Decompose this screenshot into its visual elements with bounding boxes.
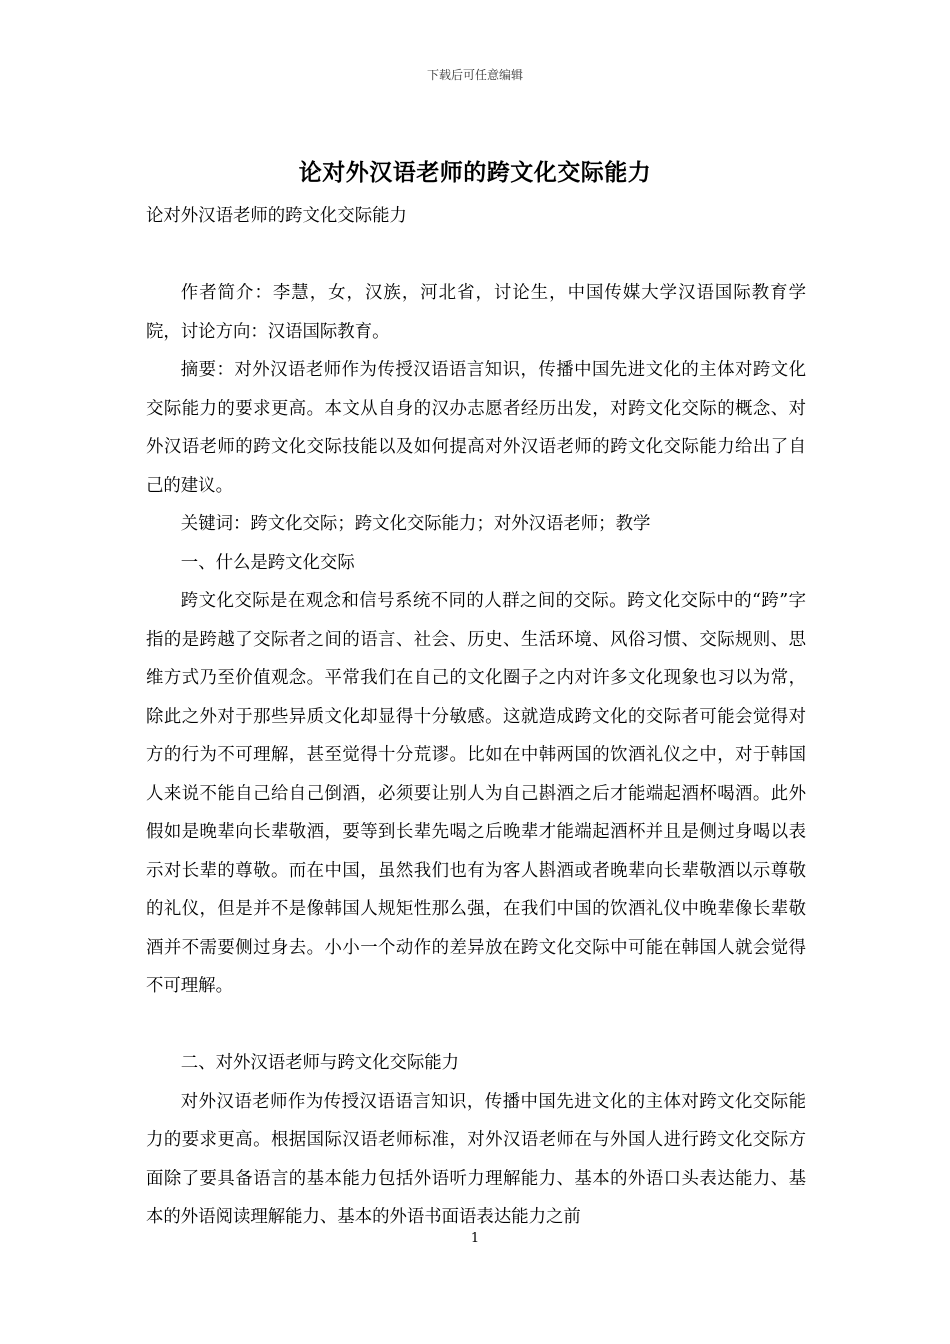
paragraph-spacer xyxy=(146,1006,806,1045)
page-header: 下载后可任意编辑 xyxy=(426,68,523,82)
abstract: 摘要：对外汉语老师作为传授汉语语言知识，传播中国先进文化的主体对跨文化交际能力的要求更高。本文从自身的汉办志愿者经历出发，对跨文化交际的概念、对外汉语老师的跨文化交际技能以及如何提高对外汉语老师的跨文化交际能力给出了自己的建议。 xyxy=(146,360,806,496)
section-2-paragraph: 对外汉语老师作为传授汉语语言知识，传播中国先进文化的主体对跨文化交际能力的要求更高。根据国际汉语老师标准，对外汉语老师在与外国人进行跨文化交际方面除了要具备语言的基本能力包括外语听力理解能力、基本的外语口头表达能力、基本的外语阅读理解能力、基本的外语书面语表达能力之前 xyxy=(146,1091,806,1227)
keywords: 关键词：跨文化交际；跨文化交际能力；对外汉语老师；教学 xyxy=(180,514,651,534)
document-title: 论对外汉语老师的跨文化交际能力 xyxy=(298,159,652,186)
page-number: 1 xyxy=(470,1231,480,1246)
section-1-heading: 一、什么是跨文化交际 xyxy=(180,552,355,573)
section-1-paragraph: 跨文化交际是在观念和信号系统不同的人群之间的交际。跨文化交际中的“跨”字指的是跨越了交际者之间的语言、社会、历史、生活环境、风俗习惯、交际规则、思维方式乃至价值观念。平常我们在自己的文化圈子之内对许多文化现象也习以为常，除此之外对于那些异质文化却显得十分敏感。这就造成跨文化的交际者可能会觉得对方的行为不可理解，甚至觉得十分荒谬。比如在中韩两国的饮酒礼仪之中，对于韩国人来说不能自己给自己倒酒，必须要让别人为自己斟酒之后才能端起酒杯喝酒。此外假如是晚辈向长辈敬酒，要等到长辈先喝之后晚辈才能端起酒杯并且是侧过身喝以表示对长辈的尊敬。而在中国，虽然我们也有为客人斟酒或者晚辈向长辈敬酒以示尊敬的礼仪，但是并不是像韩国人规矩性那么强，在我们中国的饮酒礼仪中晚辈像长辈敬酒并不需要侧过身去。小小一个动作的差异放在跨文化交际中可能在韩国人就会觉得不可理解。 xyxy=(146,591,806,996)
document-subtitle: 论对外汉语老师的跨文化交际能力 xyxy=(146,206,407,226)
document-body xyxy=(146,197,806,1237)
section-2-heading: 二、对外汉语老师与跨文化交际能力 xyxy=(180,1053,460,1073)
author-info: 作者简介：李慧，女，汉族，河北省，讨论生，中国传媒大学汉语国际教育学院，讨论方向：汉语国际教育。 xyxy=(146,283,806,342)
